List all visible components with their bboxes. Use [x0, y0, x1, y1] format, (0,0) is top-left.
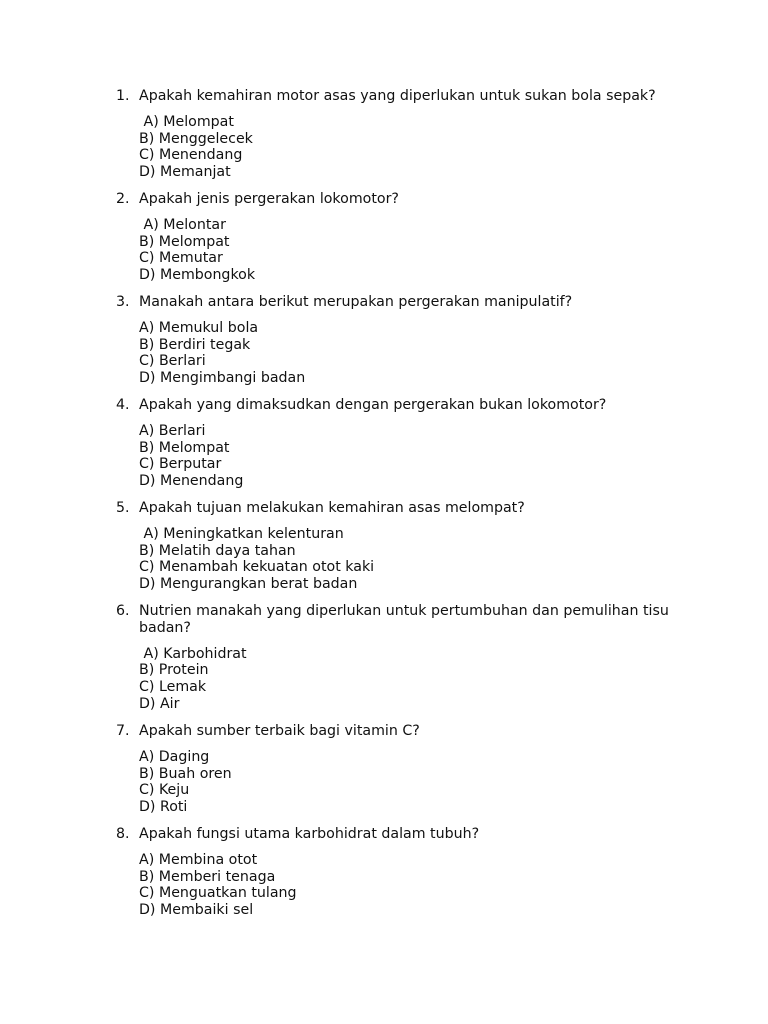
question-text: Apakah yang dimaksudkan dengan pergerakan bukan lokomotor? [139, 397, 607, 413]
option-b: B) Melompat [139, 439, 230, 456]
option-list [139, 320, 676, 387]
option-b: B) Melatih daya tahan [139, 542, 296, 559]
question-2 [116, 191, 676, 284]
option-a: A) Karbohidrat [139, 645, 247, 662]
option-a: A) Memukul bola [139, 319, 259, 336]
option-d: D) Mengurangkan berat badan [139, 576, 358, 593]
option-a: A) Melompat [139, 113, 234, 130]
question-text: Manakah antara berikut merupakan pergerakan manipulatif? [139, 294, 573, 310]
option-c: C) Menguatkan tulang [139, 885, 297, 902]
question-text: Apakah sumber terbaik bagi vitamin C? [139, 723, 420, 739]
option-d: D) Membaiki sel [139, 902, 254, 919]
option-d: D) Membongkok [139, 267, 256, 284]
question-number: 2. [116, 191, 130, 207]
option-d: D) Memanjat [139, 164, 231, 181]
option-a: A) Berlari [139, 422, 206, 439]
option-b: B) Berdiri tegak [139, 336, 251, 353]
option-c: C) Berputar [139, 456, 222, 473]
option-list [139, 646, 676, 713]
option-b: B) Memberi tenaga [139, 868, 276, 885]
option-a: A) Daging [139, 748, 210, 765]
question-text: Nutrien manakah yang diperlukan untuk pertumbuhan dan pemulihan tisu badan? [139, 603, 669, 636]
option-list [139, 114, 676, 181]
option-b: B) Menggelecek [139, 130, 253, 147]
option-list [139, 749, 676, 816]
option-a: A) Membina otot [139, 851, 258, 868]
question-number: 6. [116, 603, 130, 619]
question-number: 4. [116, 397, 130, 413]
question-text: Apakah fungsi utama karbohidrat dalam tubuh? [139, 826, 480, 842]
option-a: A) Meningkatkan kelenturan [139, 525, 344, 542]
option-c: C) Menambah kekuatan otot kaki [139, 559, 375, 576]
option-list [139, 852, 676, 919]
option-c: C) Menendang [139, 147, 243, 164]
question-6 [116, 603, 676, 713]
option-list [139, 526, 676, 593]
question-number: 8. [116, 826, 130, 842]
question-8 [116, 826, 676, 919]
question-number: 5. [116, 500, 130, 516]
option-a: A) Melontar [139, 216, 226, 233]
option-d: D) Mengimbangi badan [139, 370, 306, 387]
option-c: C) Memutar [139, 250, 223, 267]
question-number: 7. [116, 723, 130, 739]
option-b: B) Melompat [139, 233, 230, 250]
question-text: Apakah tujuan melakukan kemahiran asas melompat? [139, 500, 525, 516]
option-d: D) Air [139, 695, 180, 712]
question-text: Apakah kemahiran motor asas yang diperlukan untuk sukan bola sepak? [139, 88, 656, 104]
question-1 [116, 88, 676, 181]
question-7 [116, 723, 676, 816]
option-d: D) Roti [139, 799, 188, 816]
question-number: 1. [116, 88, 130, 104]
option-list [139, 217, 676, 284]
question-4 [116, 397, 676, 490]
question-number: 3. [116, 294, 130, 310]
option-b: B) Buah oren [139, 765, 232, 782]
option-c: C) Berlari [139, 353, 206, 370]
option-d: D) Menendang [139, 473, 244, 490]
option-b: B) Protein [139, 662, 209, 679]
option-list [139, 423, 676, 490]
question-text: Apakah jenis pergerakan lokomotor? [139, 191, 399, 207]
option-c: C) Keju [139, 782, 190, 799]
question-3 [116, 294, 676, 387]
option-c: C) Lemak [139, 679, 207, 696]
question-5 [116, 500, 676, 593]
